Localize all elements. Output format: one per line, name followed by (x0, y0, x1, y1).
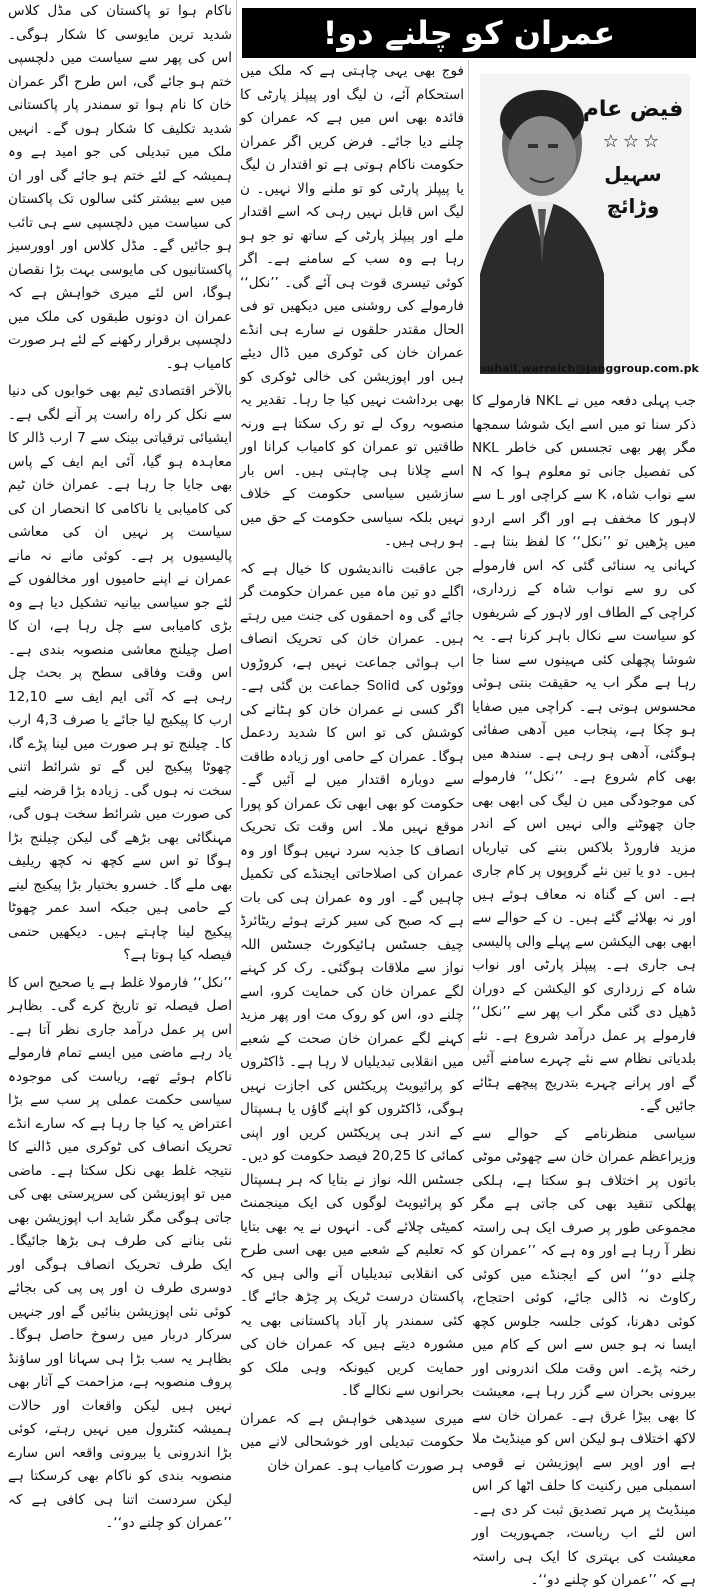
byline-text (578, 94, 688, 222)
author-name: سہیل وڑائچ (604, 162, 662, 218)
headline: عمران کو چلنے دو! (242, 8, 696, 58)
paragraph: ناکام ہوا تو پاکستان کی مڈل کلاس شدید ترین مایوسی کا شکار ہوگی۔ اس کی پھر سے سیاست میں دلچسپی ختم ہو جائے گی، اس طرح اگر عمران خان کا نام ہوا تو سمندر پار پاکستانی شدید تکلیف کا شکار ہوں گے۔ انہیں ملک میں تبدیلی کی جو امید ہے وہ ہمیشہ کے لئے ختم ہو جائے گی اور ان میں سے بیشتر کئی سالوں تک پاکستان کی سیاست میں دلچسپی سے ہی تائب ہو جائیں گے۔ مڈل کلاس اور اوورسیز پاکستانیوں کی مایوسی بہت بڑا نقصان ہوگا، اس لئے میری خواہش ہے کہ عمران ان دونوں طبقوں کی ملک میں دلچسپی برقرار رکھنے کے لئے ہر صورت کامیاب ہو۔ (8, 3, 232, 372)
rating-stars: ☆☆☆ (602, 131, 664, 152)
article-column-middle (240, 60, 465, 1474)
column-name: فیض عام (582, 97, 684, 122)
byline-box (474, 64, 699, 386)
article-column-right (472, 390, 696, 1588)
paragraph: ’’نکل‘‘ فارمولا غلط ہے یا صحیح اس کا اصل فیصلہ تو تاریخ کرے گی۔ بظاہر اس پر عمل درآمد جاری نظر آتا ہے۔ یاد رہے ماضی میں ایسے تمام فارمولے ناکام ہوئے تھے، ریاست کی موجودہ سیاسی حکمت عملی پر سب سے بڑا اعتراض یہ کیا جا رہا ہے کہ سارے انڈے تحریک انصاف کی ٹوکری میں ڈالنے کا نتیجہ غلط بھی نکل سکتا ہے۔ ماضی میں تو اپوزیشن کی سرپرستی بھی کی جاتی ہوگی مگر شاید اب اپوزیشن بھی نئی بنانے کی طرف ہی بڑھا جائیگا۔ ایک طرف تحریک انصاف ہوگی اور دوسری طرف ن اور پی پی کی بجائے کوئی نئی اپوزیشن بنائیں گے اور جنہیں سرکار دربار میں رسوخ حاصل ہوگا۔ بظاہر یہ سب بڑا ہی سہانا اور ساؤنڈ پروف منصوبہ ہے، مزاحمت کے آثار بھی نہیں ہیں لیکن واقعات اور حالات ہمیشہ کنٹرول میں نہیں رہتے، کوئی بڑا اندرونی یا بیرونی واقعہ اس سارے منصوبہ بندی کو ناکام بھی کرسکتا ہے لیکن سردست اتنا ہی کافی ہے کہ ’’عمران کو چلنے دو‘‘۔ (8, 974, 232, 1531)
paragraph: سیاسی منظرنامے کے حوالے سے وزیراعظم عمران خان سے چھوٹی موٹی باتوں پر اختلاف ہو سکتا ہے، ہلکی پھلکی تنقید بھی کی جاتی ہے مگر مجموعی طور پر صرف ایک ہی راستہ نظر آ رہا ہے اور وہ ہے کہ ’’عمران کو چلنے دو‘‘ اس کے ایجنڈے میں کوئی رکاوٹ نہ ڈالی جائے، کوئی احتجاج، کوئی دھرنا، کوئی جلسہ جلوس کچھ ایسا نہ ہو جس سے اس کے کام میں رخنہ پڑے۔ اس وقت ملک اندرونی اور بیرونی بحران سے گزر رہا ہے، معیشت کا بھی بیڑا غرق ہے۔ عمران خان سے لاکھ اختلاف ہو لیکن اس کو مینڈیٹ ملا ہے اور اوپر سے اپوزیشن نے قومی اسمبلی میں رکنیت کا حلف اٹھا کر اس مینڈیٹ پر مہر تصدیق ثبت کر دی ہے۔ اس لئے اب ریاست، جمہوریت اور معیشت کی بہتری کا ایک ہی راستہ ہے کہ ’’عمران کو چلنے دو‘‘۔ (472, 1125, 696, 1588)
column-divider (236, 0, 237, 1050)
column-divider (468, 60, 469, 1050)
paragraph: میری سیدھی خواہش ہے کہ عمران حکومت تبدیلی اور خوشحالی لانے میں ہر صورت کامیاب ہو۔ عمران خان (240, 1410, 464, 1474)
paragraph: فوج بھی یہی چاہتی ہے کہ ملک میں استحکام آئے، ن لیگ اور پیپلز پارٹی کا فائدہ بھی اس میں ہے کہ عمران کو چلنے دیا جائے۔ فرض کریں اگر عمران حکومت ناکام ہوتی ہے تو اقتدار ن لیگ یا پیپلز پارٹی کو تو ملنے والا نہیں۔ ن لیگ اس قابل نہیں رہی کہ اسے اقتدار ملے اور پیپلز پارٹی کے ساتھ تو جو ہو رہا ہے وہ سب کے سامنے ہے۔ اگر کوئی تیسری قوت ہی آئے گی۔ ’’نکل‘‘ فارمولے کی روشنی میں دیکھیں تو فی الحال مقتدر حلقوں نے سارے ہی انڈے عمران خان کی ٹوکری میں ڈال دیئے ہیں اور اپوزیشن کی خالی ٹوکری کو بھی برداشت نہیں کیا جا رہا۔ تقدیر یہ منصوبہ روک لے تو رک سکتا ہے ورنہ طاقتیں تو عمران کو کامیاب کرانا اور اسے چلانا ہی چاہتی ہیں۔ اس بار سازشیں سیاسی حکومت کے خلاف نہیں بلکہ سیاسی حکومت کے حق میں ہو رہی ہیں۔ (240, 63, 464, 549)
paragraph: جب پہلی دفعہ میں نے NKL فارمولے کا ذکر سنا تو میں اسے ایک شوشا سمجھا مگر پھر بھی تجسس کی خاطر NKL کی تفصیل جانی تو معلوم ہوا کہ N سے نواب شاہ، K سے کراچی اور L سے لاہور کا مخفف ہے اور اگر اسے اردو میں پڑھیں تو ’’نکل‘‘ کا لفظ بنتا ہے۔ کہانی یہ سنائی گئی کہ اس فارمولے کی رو سے نواب شاہ کے زرداری، کراچی کے الطاف اور لاہور کے شریفوں کو سیاست سے نکال باہر کرنا ہے۔ یہ شوشا پچھلی کئی مہینوں سے سنا جا رہا ہے مگر اب یہ حقیقت بنتی ہوئی محسوس ہوتی ہے۔ کراچی میں صفایا ہو چکا ہے، پنجاب میں آدھی صفائی ہوگئی، آدھی ہو رہی ہے۔ سندھ میں بھی کام شروع ہے۔ ’’نکل‘‘ فارمولے کی موجودگی میں ن لیگ کی ابھی بھی جان چھوٹنے والی نہیں اس کے اندر مزید فارورڈ بلاکس بننے کی تیاریاں ہیں۔ دو یا تین نئے گروپوں پر کام جاری ہے۔ اس کے گناہ نہ معاف ہوئے ہیں اور نہ بھلائے گئے ہیں۔ ن کے حوالے سے ابھی بھی الیکشن سے پہلے والی پالیسی ہی جاری ہے۔ پیپلز پارٹی اور نواب شاہ کے زرداری کو الیکشن کے دوران ڈھیل دی گئی مگر اب پھر سے ’’نکل‘‘ فارمولے پر عمل درآمد شروع ہے۔ نئے بلدیاتی نظام سے نئے چہرے سامنے آئیں گے اور پرانے چہرے بتدریج پیچھے ہٹائے جائیں گے۔ (472, 393, 696, 1114)
article-column-left (8, 0, 232, 1531)
paragraph: جن عاقبت نااندیشوں کا خیال ہے کہ اگلے دو تین ماہ میں عمران حکومت گر جائے گی وہ احمقوں کی جنت میں رہتے ہیں۔ عمران خان کی تحریک انصاف اب ہوائی جماعت نہیں ہے، کروڑوں ووٹوں کی Solid جماعت بن گئی ہے۔ اگر کسی نے عمران خان کو ہٹانے کی کوشش کی تو اس کا شدید ردعمل ہوگا۔ عمران کے حامی اور زیادہ طاقت سے دوبارہ اقتدار میں لے آئیں گے۔ حکومت کو بھی ابھی تک عمران کو پورا موقع نہیں ملا۔ اس وقت تک تحریک انصاف کا جذبہ سرد نہیں ہوگا اور وہ عمران کی اصلاحاتی ایجنڈے کی تکمیل چاہیں گے۔ اور وہ عمران ہی کی بات ہے کہ صبح کی سیر کرتے ہوئے ریٹائرڈ چیف جسٹس ہائیکورٹ جسٹس اللہ نواز سے ملاقات ہوگئی۔ رک کر کہنے لگے عمران خان کی حمایت کرو، اسے چلنے دو، اس کو روک مت اور پھر مزید کہنے لگے عمران خان صحت کے شعبے میں انقلابی تبدیلیاں لا رہا ہے۔ ڈاکٹروں کو پرائیویٹ پریکٹس کی اجازت نہیں ہوگی، ڈاکٹروں کو اپنے گاؤں یا ہسپتال کے اندر ہی پریکٹس کریں اور اپنی کمائی کا 20,25 فیصد حکومت کو دیں۔ جسٹس اللہ نواز نے بتایا کہ ہر ہسپتال کو پرائیویٹ لوگوں کی ایک مینجمنٹ کمیٹی چلائے گی۔ انہوں نے یہ بھی بتایا کہ تعلیم کے شعبے میں بھی اسی طرح کی انقلابی تبدیلیاں آنے والی ہیں کہ پاکستان درست ٹریک پر چڑھ جائے گا۔ کئی سمندر پار آباد پاکستانی بھی یہ مشورہ دیتے ہیں کہ عمران خان کی حمایت کریں کیونکہ وہی ملک کو بحرانوں سے نکالے گا۔ (240, 560, 465, 1399)
paragraph: بالآخر اقتصادی ٹیم بھی خوابوں کی دنیا سے نکل کر راہ راست پر آنے لگی ہے۔ ایشیائی ترقیاتی بینک سے 7 ارب ڈالر کا معاہدہ ہو گیا، آئی ایم ایف کے پاس بھی جایا جا رہا ہے۔ عمران خان ٹیم کی کامیابی یا ناکامی کا انحصار ان کی سیاست پر نہیں ان کی معاشی پالیسیوں پر ہے۔ کوئی مانے نہ مانے عمران نے اپنے حامیوں اور مخالفوں کے لئے جو سیاسی بیانیہ تشکیل دیا ہے وہ بڑی کامیابی سے چل رہا ہے، ان کا اصل چیلنج معاشی منصوبہ بندی ہے۔ اس وقت وفاقی سطح پر بحث چل رہی ہے کہ آئی ایم ایف سے 12,10 ارب کا پیکیج لیا جائے یا صرف 4,3 ارب کا۔ چیلنج تو ہر صورت میں لینا پڑے گا، چھوٹا پیکیج لیں گے تو شرائط اتنی سخت نہ ہوں گی۔ زیادہ بڑا قرضہ لینے کی صورت میں شرائط سخت ہوں گی، مہنگائی بھی بڑھے گی لیکن چیلنج بڑا ہوگا تو اس سے کچھ نہ کچھ ریلیف بھی ملے گا۔ خسرو بختیار بڑا پیکیج لینے کے حامی ہیں جبکہ اسد عمر چھوٹا پیکیج لینا چاہتے ہیں۔ دیکھیں حتمی فیصلہ کیا ہوتا ہے؟ (8, 383, 232, 963)
author-email[interactable]: suhail.warraich@janggroup.com.pk (480, 362, 699, 375)
